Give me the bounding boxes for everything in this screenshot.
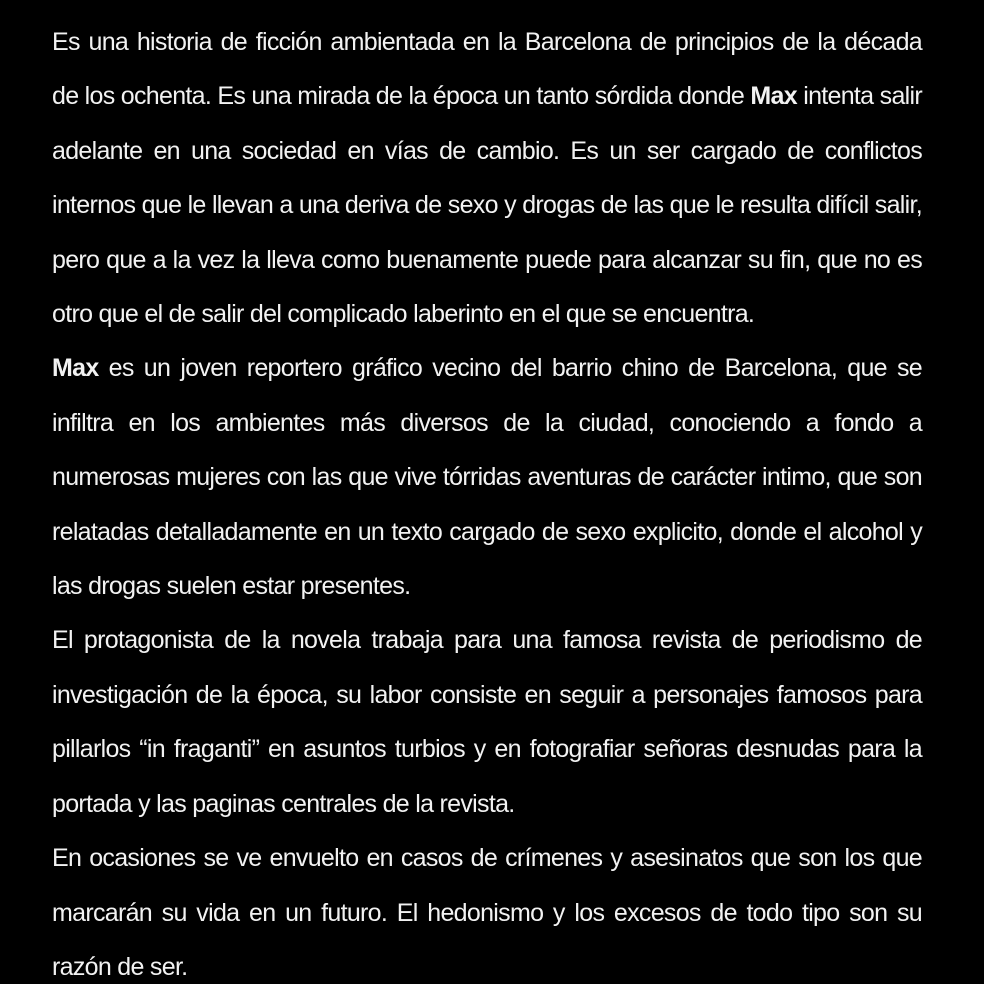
character-name-max: Max [52, 354, 99, 383]
paragraph-max [52, 341, 922, 613]
paragraph-intro [52, 15, 922, 341]
paragraph-max-text: es un joven reportero gráfico vecino del barrio chino de Barcelona, que se infiltra en los ambientes más diversos de la ciudad, conociendo a fondo a numerosas mujeres con las que vive tórridas aventuras de carácter intimo, que son relatadas detalladamente en un texto cargado de sexo explicito, donde el alcohol y las drogas suelen estar presentes. [52, 354, 922, 601]
paragraph-protagonist-text: El protagonista de la novela trabaja para una famosa revista de periodismo de investigación de la época, su labor consiste en seguir a personajes famosos para pillarlos “in fraganti” en asuntos turbios y en fotografiar señoras desnudas para la portada y las paginas centrales de la revista. [52, 626, 922, 818]
paragraph-intro-text-1: Es una historia de ficción ambientada en la Barcelona de principios de la década de los ochenta. Es una mirada de la época un tanto sórdida donde [52, 28, 922, 111]
paragraph-occasions [52, 831, 922, 984]
paragraph-protagonist [52, 613, 922, 831]
paragraph-occasions-text: En ocasiones se ve envuelto en casos de crímenes y asesinatos que son los que marcarán su vida en un futuro. El hedonismo y los excesos de todo tipo son su razón de ser. [52, 844, 922, 981]
character-name-max: Max [750, 82, 797, 111]
paragraph-intro-text-2: intenta salir adelante en una sociedad en vías de cambio. Es un ser cargado de conflictos internos que le llevan a una deriva de sexo y drogas de las que le resulta difícil salir, pero que a la vez la lleva como buenamente puede para alcanzar su fin, que no es otro que el de salir del complicado laberinto en el que se encuentra. [52, 82, 922, 329]
